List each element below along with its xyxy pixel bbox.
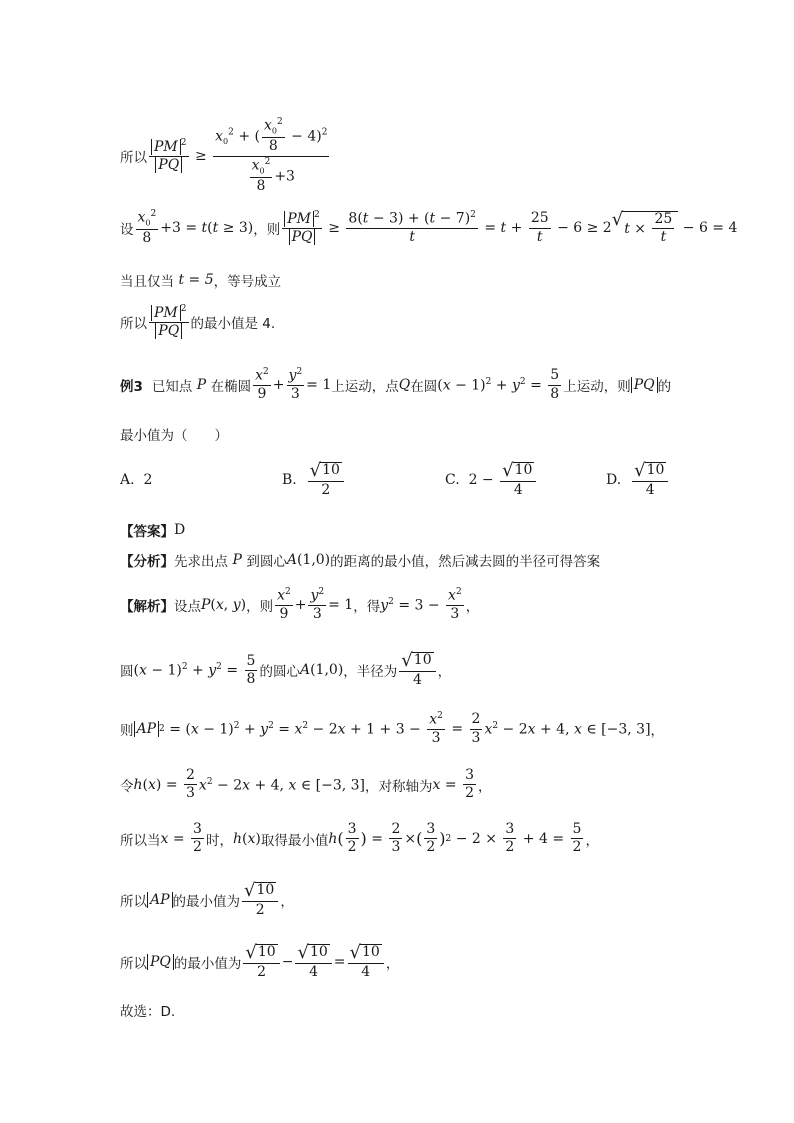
solution-line-5: 所以当 x = $\frac{3}{2}$ 时， h(x) 取得最小值 h ( $\frac{3}{2}$ ) = $\frac{2}{3}$ × ( $\frac{3}{2}$ ) 2 − 2 × $\frac{3}{2}$ + 4 = $\frac{5}{2}$ ，: [120, 821, 599, 856]
solution-line-4: 令 h(x) = $\frac{2}{3}$ $x^2 - 2x + 4$, x ∈ [−3, 3] ，对称轴为 x = $\frac{3}{2}$ ，: [120, 767, 492, 802]
solution-line-7: 所以 PQ 的最小值为 √ 10 2 − √ 10 4 = √ 10 4 ，: [120, 942, 400, 981]
solution-line-1: 【解析】 设点 P(x, y) ，则 $\frac{x^2}{9}$ + $\frac{y^2}{3}$ = 1 ，得 $y^2 = 3$ − $\frac{x^2}{3}$ ，: [120, 587, 480, 623]
option-b[interactable]: B. √ 10 2: [282, 462, 346, 499]
example-3-statement: 例3 已知点 P 在椭圆 $\frac{x^2}{9}$ + $\frac{y^2}{3}$ = 1 上运动，点 Q 在圆 $(x - 1)^2 + y^2$ = $\frac{5}{8}$ 上运动，则 PQ 的: [120, 367, 672, 403]
fraction-pm-pq: $\frac{PM ^2}{PQ}$: [149, 139, 189, 173]
analysis-line: 【分析】 先求出点 P 到圆心 A(1,0) 的距离的最小值，然后减去圆的半径可得答案: [120, 552, 601, 570]
fraction-x0-expression: $x_0^2$ + ( $\frac{x_0^2}{8}$ − 4)$^2$ $\frac{x_0^2}{8}$ +3: [215, 117, 328, 194]
option-a[interactable]: A. 2: [120, 472, 153, 488]
final-choice: 故选：D.: [120, 1004, 176, 1020]
example-3-line2: 最小值为（ ）: [120, 428, 228, 444]
line-equality-condition: 当且仅当 t = 5 ，等号成立: [120, 272, 282, 290]
solution-line-3: 则 AP 2 = $(x - 1)^2 + y^2 = x^2 - 2x + 1 + 3$ − $\frac{x^2}{3}$ = $\frac{2}{3}$ $x^2 - 2x + 4$, x ∈ [−3, 3] ，: [120, 711, 665, 747]
solution-line-6: 所以 AP 的最小值为 √ 10 2 ，: [120, 880, 294, 919]
line-substitution: 设 $\frac{x_0^2}{8}$ +3 = t(t ≥ 3) ，则 $\frac{PM ^2}{PQ}$ ≥ $\frac{8(t - 3) + (t - 7)^2}{t}$ = t + $\frac{25}{t}$ − 6 ≥ 2 √ t × $\frac{25}{t}$ − 6 = 4: [120, 208, 738, 247]
option-d[interactable]: D. √ 10 4: [606, 462, 670, 499]
answer-line: 【答案】 D: [120, 522, 186, 540]
line-conclusion-4: 所以 $\frac{PM ^2}{PQ}$ 的最小值是 4.: [120, 304, 276, 340]
line-inequality-1: 所以 $\frac{PM ^2}{PQ}$ ≥ $x_0^2$ + ( $\frac{x_0^2}{8}$ − 4)$^2$ $\frac{x_0^2}{8}$ +3: [120, 117, 328, 194]
solution-line-2: 圆 $(x - 1)^2 + y^2$ = $\frac{5}{8}$ 的圆心 A(1,0) ，半径为 √ 10 4 ，: [120, 650, 452, 689]
option-c[interactable]: C. 2 − √ 10 4: [445, 462, 538, 499]
